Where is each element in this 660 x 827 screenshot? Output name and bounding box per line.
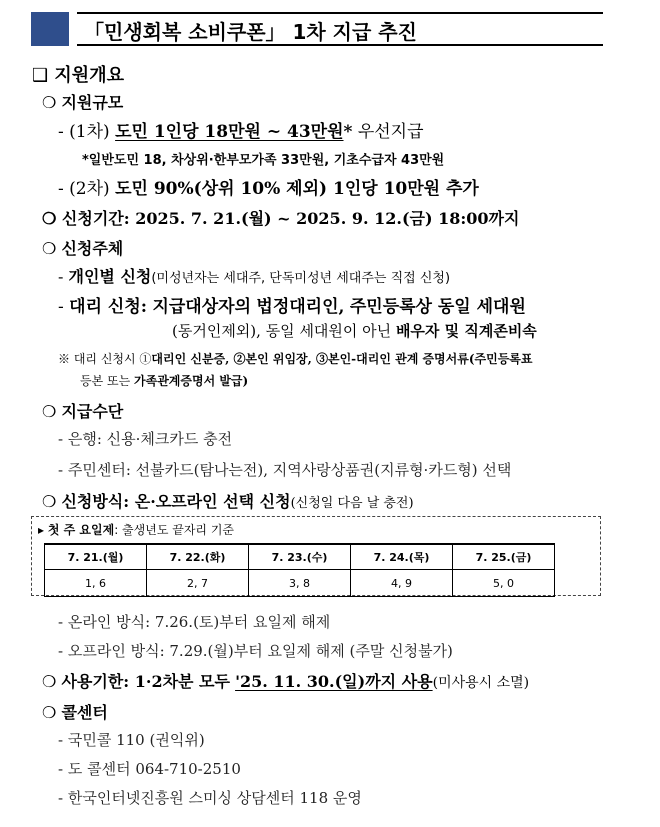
- schedule-day: 7. 23.(수): [249, 544, 351, 570]
- applicant-individual: - 개인별 신청(미성년자는 세대주, 단독미성년 세대주는 직접 신청): [58, 267, 451, 286]
- schedule-caption: ▸ 첫 주 요일제: 출생년도 끝자리 기준: [38, 523, 235, 537]
- schedule-day: 7. 24.(목): [351, 544, 453, 570]
- circle-bullet-icon: ❍: [42, 402, 57, 421]
- payment-heading: ❍ 지급수단: [42, 402, 124, 421]
- dash-bullet: -: [58, 430, 64, 448]
- dash-bullet: -: [58, 760, 64, 778]
- triangle-bullet-icon: ▸: [38, 523, 45, 537]
- callcenter-item: - 한국인터넷진흥원 스미싱 상담센터 118 운영: [58, 789, 362, 807]
- circle-bullet-icon: ❍: [42, 93, 57, 112]
- applicant-proxy-cont: (동거인제외), 동일 세대원이 아닌 배우자 및 직계존비속: [172, 322, 537, 340]
- dash-bullet: -: [58, 297, 64, 317]
- schedule-day: 7. 22.(화): [147, 544, 249, 570]
- usage-line: ❍ 사용기한: 1·2차분 모두 '25. 11. 30.(일)까지 사용(미사용시 소멸): [42, 672, 530, 691]
- scale-heading: ❍ 지원규모: [42, 93, 124, 112]
- title-marker: [31, 12, 69, 46]
- schedule-value-row: [45, 570, 555, 597]
- payment-center: - 주민센터: 선불카드(탐나는전), 지역사랑상품권(지류형·카드형) 선택: [58, 461, 512, 479]
- period-line: ❍ 신청기간: 2025. 7. 21.(월) ~ 2025. 9. 12.(금) 18:00까지: [42, 209, 520, 228]
- schedule-day: 7. 25.(금): [453, 544, 555, 570]
- schedule-header-row: [45, 544, 555, 570]
- callcenter-heading: ❍ 콜센터: [42, 703, 108, 722]
- scale-first-note: *일반도민 18, 차상위·한부모가족 33만원, 기초수급자 43만원: [82, 153, 445, 168]
- dash-bullet: -: [58, 122, 64, 142]
- square-bullet-icon: ❑: [32, 65, 49, 86]
- applicant-heading: ❍ 신청주체: [42, 239, 124, 258]
- schedule-digits: 4, 9: [351, 570, 453, 597]
- scale-second-line: - (2차) 도민 90%(상위 10% 제외) 1인당 10만원 추가: [58, 179, 479, 199]
- section-heading: [32, 61, 124, 87]
- scale-first-amount: 도민 1인당 18만원 ~ 43만원: [115, 122, 344, 142]
- schedule-digits: 2, 7: [147, 570, 249, 597]
- period-value: 2025. 7. 21.(월) ~ 2025. 9. 12.(금) 18:00까지: [135, 209, 520, 228]
- offline-line: - 오프라인 방식: 7.29.(월)부터 요일제 해제 (주말 신청불가): [58, 642, 453, 660]
- dash-bullet: -: [58, 461, 64, 479]
- scale-second-amount: 도민 90%(상위 10% 제외) 1인당 10만원 추가: [115, 179, 479, 199]
- usage-deadline: '25. 11. 30.(일)까지 사용: [235, 672, 433, 691]
- callcenter-item: - 도 콜센터 064-710-2510: [58, 760, 241, 778]
- applicant-note-1: ※ 대리 신청시 ①대리인 신분증, ②본인 위임장, ③본인-대리인 관계 증명서류(주민등록표: [58, 352, 533, 366]
- applicant-note-2: 등본 또는 가족관계증명서 발급): [80, 374, 249, 388]
- schedule-day: 7. 21.(월): [45, 544, 147, 570]
- circle-bullet-icon: ❍: [42, 209, 57, 228]
- method-line: ❍ 신청방식: 온·오프라인 선택 신청(신청일 다음 날 충전): [42, 492, 414, 511]
- schedule-table: [44, 543, 555, 597]
- payment-bank: - 은행: 신용·체크카드 충전: [58, 430, 233, 448]
- scale-first-line: - (1차) 도민 1인당 18만원 ~ 43만원* 우선지급: [58, 122, 424, 142]
- dash-bullet: -: [58, 613, 64, 631]
- dash-bullet: -: [58, 179, 64, 199]
- circle-bullet-icon: ❍: [42, 492, 57, 511]
- dash-bullet: -: [58, 642, 64, 660]
- schedule-digits: 1, 6: [45, 570, 147, 597]
- applicant-proxy: - 대리 신청: 지급대상자의 법정대리인, 주민등록상 동일 세대원: [58, 297, 526, 317]
- circle-bullet-icon: ❍: [42, 239, 57, 258]
- circle-bullet-icon: ❍: [42, 672, 57, 691]
- dash-bullet: -: [58, 731, 64, 749]
- section-heading-text: 지원개요: [54, 65, 124, 86]
- title-rule-bottom: [77, 44, 603, 46]
- schedule-digits: 3, 8: [249, 570, 351, 597]
- page-title: 「민생회복 소비쿠폰」 1차 지급 추진: [84, 20, 417, 44]
- dash-bullet: -: [58, 789, 64, 807]
- callcenter-item: - 국민콜 110 (권익위): [58, 731, 205, 749]
- title-rule-top: [77, 12, 603, 14]
- online-line: - 온라인 방식: 7.26.(토)부터 요일제 해제: [58, 613, 331, 631]
- schedule-digits: 5, 0: [453, 570, 555, 597]
- dash-bullet: -: [58, 267, 64, 286]
- circle-bullet-icon: ❍: [42, 703, 57, 722]
